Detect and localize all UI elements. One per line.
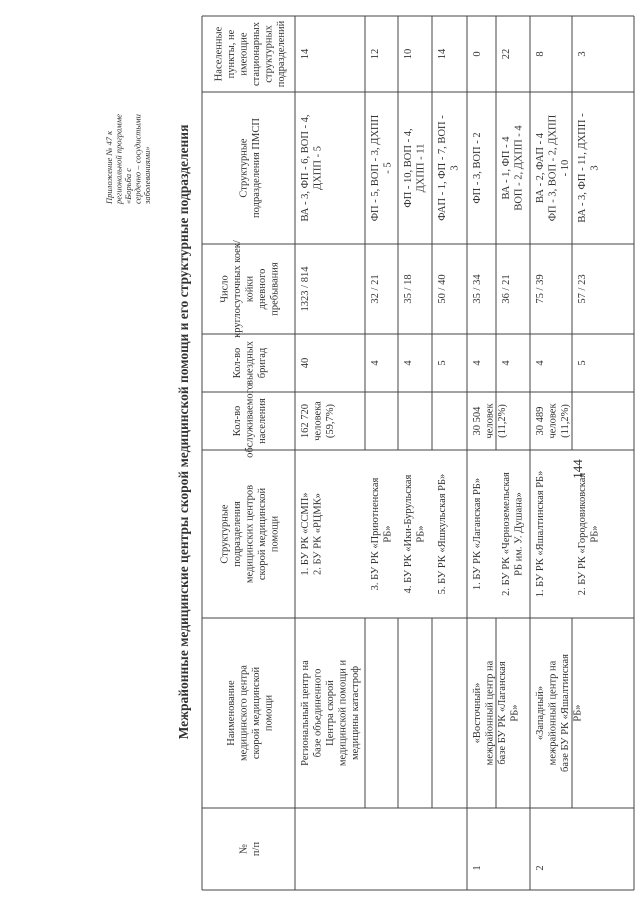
bed-count: 75 / 39 — [535, 274, 546, 304]
appendix-line: «Борьба с — [123, 167, 133, 204]
population-count: человек — [484, 403, 496, 439]
pmsp-units: 3 — [589, 165, 601, 171]
pmsp-units: - 10 — [560, 159, 571, 177]
center-name: межрайонный центр на — [484, 660, 496, 766]
document-title: Межрайонные медицинские центры скорой медицинской помощи и его структурные подразделения — [176, 124, 191, 740]
rotated-page — [104, 16, 634, 890]
population-count: человека — [312, 401, 324, 441]
column-header: помощи — [269, 515, 281, 553]
center-name: «Западный» — [535, 685, 546, 741]
pmsp-units: ВА - 3, ФП - 6, ВОП - 4, — [300, 114, 311, 222]
settlement-count: 3 — [577, 51, 588, 57]
population-count: (59,7%) — [325, 403, 336, 439]
bed-count: 36 / 21 — [501, 274, 512, 304]
subdivision-name: 3. БУ РК «Приютненская — [370, 477, 381, 591]
center-name: «Восточный» — [472, 682, 483, 744]
appendix-line: региональной программе — [113, 114, 124, 204]
column-header: Кол-во — [232, 347, 243, 379]
column-header: подразделения ПМСП — [250, 118, 262, 218]
bed-count: 35 / 34 — [472, 274, 483, 304]
settlement-count: 8 — [535, 51, 546, 57]
pmsp-units: ВА - 3, ФП - 11, ДХПП - — [577, 113, 588, 223]
settlement-count: 12 — [370, 48, 381, 60]
center-name: Региональный центр на — [300, 660, 311, 766]
column-header: подразделений — [275, 20, 287, 88]
pmsp-units: 3 — [449, 165, 461, 171]
page-number: 144 — [570, 459, 585, 479]
subdivision-name: РБ» — [589, 525, 601, 543]
brigade-count: 4 — [403, 360, 414, 366]
center-name: базе БУ РК «Яшалтинская — [560, 654, 571, 772]
pmsp-units: ВА - 1, ФП - 4 — [501, 136, 512, 200]
column-header: Структурные — [238, 138, 250, 198]
center-name: межрайонный центр на — [547, 660, 559, 766]
group-number: 1 — [472, 865, 483, 871]
population-count: 30 504 — [472, 406, 483, 436]
bed-count: 1323 / 814 — [300, 266, 311, 312]
population-count: (11,2%) — [497, 404, 508, 438]
column-header: медицинского центра — [238, 665, 250, 761]
pmsp-units: ФП - 10, ВОП - 4, — [403, 128, 414, 208]
pmsp-units: ФП - 3, ВОП - 2, ДХПП — [547, 114, 559, 222]
brigade-count: 5 — [437, 360, 448, 366]
subdivision-name: 2. БУ РК «Черноземельская — [501, 472, 512, 596]
appendix-line: Приложение № 47 к — [104, 130, 114, 204]
column-header: круглосуточных коек/ — [232, 240, 243, 338]
column-header: бригад — [257, 347, 268, 379]
column-header: населения — [257, 398, 268, 444]
column-header: Число — [219, 275, 231, 303]
column-header: Кол-во — [232, 405, 243, 437]
center-name: базе БУ РК «Лаганская — [497, 661, 508, 765]
pmsp-units: ФП - 5, ВОП - 3, ДХПП — [370, 114, 381, 222]
column-header: Населенные — [213, 26, 225, 82]
pmsp-units: ДХПП - 5 — [312, 146, 324, 190]
column-header: пребывания — [269, 262, 281, 316]
bed-count: 57 / 23 — [577, 274, 588, 304]
column-header: медицинских центров — [244, 484, 256, 584]
settlement-count: 22 — [501, 48, 512, 60]
population-count: 30 489 — [535, 406, 546, 436]
group-number: 2 — [535, 865, 546, 871]
appendix-line: заболеваниями» — [142, 146, 152, 204]
subdivision-name: 4. БУ РК «Ики-Бурульская — [403, 474, 414, 594]
brigade-count: 4 — [370, 360, 381, 366]
pmsp-units: ФП - 3, ВОП - 2 — [472, 132, 483, 204]
column-header: обслуживаемого — [244, 384, 256, 458]
settlement-count: 10 — [403, 48, 414, 60]
settlement-count: 0 — [472, 51, 483, 57]
subdivision-name: 2. БУ РК «РЦМК» — [312, 493, 324, 575]
subdivision-name: 1. БУ РК «Лаганская РБ» — [472, 477, 483, 591]
column-header: помощи — [263, 694, 275, 732]
brigade-count: 4 — [472, 360, 483, 366]
brigade-count: 40 — [300, 357, 311, 369]
appendix-note — [104, 114, 152, 205]
pmsp-units: ДХПП - 11 — [415, 143, 427, 193]
subdivision-name: РБ» — [382, 525, 394, 543]
center-name: медицинской помощи и — [337, 659, 349, 767]
bed-count: 32 / 21 — [370, 274, 381, 304]
column-header: пункты, не — [225, 29, 237, 79]
bed-count: 50 / 40 — [437, 274, 448, 304]
column-header: скорой медицинской — [257, 487, 268, 581]
structure-table — [202, 16, 634, 890]
population-count: 162 720 — [300, 403, 311, 439]
column-header: п/п — [250, 841, 262, 857]
subdivision-name: 1. БУ РК «ССМП» — [300, 492, 311, 576]
pmsp-units: ВОП - 2, ДХПП - 4 — [513, 125, 525, 211]
column-header: стационарных — [250, 22, 262, 86]
brigade-count: 5 — [577, 360, 588, 366]
subdivision-name: 1. БУ РК «Яшалтинская РБ» — [535, 470, 546, 598]
column-header: № — [238, 843, 250, 855]
column-header: структурных — [263, 25, 275, 83]
column-header: Структурные — [219, 504, 231, 564]
center-name: медицины катастроф — [350, 665, 361, 761]
center-name: РБ» — [572, 704, 584, 722]
subdivision-name: РБ» — [415, 525, 427, 543]
population-count: человек — [547, 403, 559, 439]
bed-count: 35 / 18 — [403, 274, 414, 304]
column-header: подразделения — [232, 501, 243, 567]
pmsp-units: - 5 — [382, 162, 394, 174]
center-name: базе объединенного — [312, 668, 324, 758]
settlement-count: 14 — [437, 48, 448, 60]
population-count: (11,2%) — [560, 404, 571, 438]
brigade-count: 4 — [535, 360, 546, 366]
column-header: койки — [244, 275, 256, 303]
subdivision-name: 5. БУ РК «Яшкульская РБ» — [437, 473, 448, 595]
pmsp-units: ФАП - 1, ФП - 7, ВОП - — [437, 115, 448, 221]
column-header: Наименование — [225, 680, 237, 746]
column-header: имеющие — [238, 32, 250, 76]
brigade-count: 4 — [501, 360, 512, 366]
center-name: РБ» — [509, 704, 521, 722]
pmsp-units: ВА - 2, ФАП - 4 — [535, 133, 546, 203]
column-header: скорой медицинской — [250, 666, 262, 760]
center-name: Центра скорой — [325, 680, 336, 746]
column-header: выездных — [244, 340, 256, 386]
settlement-count: 14 — [300, 48, 311, 60]
appendix-line: сердечно – сосудистыми — [132, 114, 143, 204]
subdivision-name: РБ им. У. Душана» — [513, 492, 525, 576]
subdivision-name: 2. БУ РК «Городовиковская — [577, 472, 588, 596]
column-header: дневного — [257, 268, 268, 310]
